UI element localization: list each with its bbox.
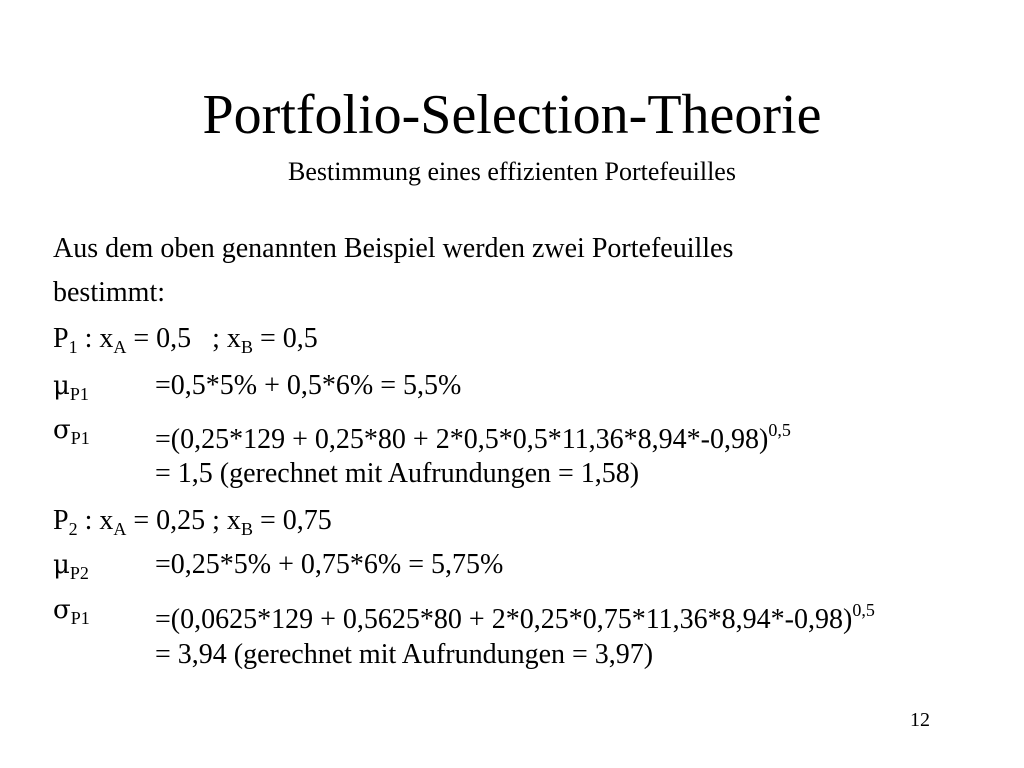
sigma-symbol: σ: [53, 415, 71, 445]
p1-xb-value: = 0,5: [252, 323, 318, 354]
p2-mu-formula: =0,25*5% + 0,75*6% = 5,75%: [155, 549, 504, 580]
p1-sigma-sub: P1: [70, 428, 90, 448]
p1-sigma-result: = 1,5 (gerechnet mit Aufrundungen = 1,58): [155, 458, 640, 489]
p2-xb-value: = 0,75: [252, 505, 332, 536]
p1-sigma-formula-group: [155, 414, 791, 456]
p2-xb-sub: B: [240, 519, 253, 539]
p1-weights-line: [53, 323, 318, 363]
p2-label-sub: 2: [68, 519, 78, 539]
p1-mu-sub: P1: [69, 384, 89, 404]
p1-sigma-formula: =(0,25*129 + 0,25*80 + 2*0,5*0,5*11,36*8,94*-0,98): [155, 424, 769, 455]
intro-line-1: Aus dem oben genannten Beispiel werden zwei Portefeuilles: [53, 233, 734, 264]
page-number: 12: [910, 709, 930, 731]
p1-label-sub: 1: [68, 337, 78, 357]
p1-mu-line: [53, 370, 953, 410]
p1-sigma-line: [53, 414, 953, 454]
p1-mu-formula: =0,5*5% + 0,5*6% = 5,5%: [155, 370, 462, 401]
p2-sigma-formula-group: [155, 594, 875, 636]
p2-sigma-formula: =(0,0625*129 + 0,5625*80 + 2*0,25*0,75*11,36*8,94*-0,98): [155, 604, 853, 635]
p1-label: P: [53, 323, 69, 354]
p1-xa-text: : x: [77, 323, 114, 354]
p2-sigma-exponent: 0,5: [852, 600, 875, 620]
mu-symbol: μ: [53, 371, 70, 401]
p2-sigma-sub: P1: [70, 608, 90, 628]
slide-subtitle: Bestimmung eines effizienten Portefeuilles: [288, 157, 736, 186]
p1-xa-sub: A: [113, 337, 127, 357]
slide-title: Portfolio-Selection-Theorie: [202, 84, 822, 146]
p1-sigma-exponent: 0,5: [768, 420, 791, 440]
p2-label: P: [53, 505, 69, 536]
mu-symbol: μ: [53, 550, 70, 580]
p2-mu-sub: P2: [69, 563, 89, 583]
sigma-symbol: σ: [53, 595, 71, 625]
intro-line-2: bestimmt:: [53, 277, 165, 308]
p2-sigma-result: = 3,94 (gerechnet mit Aufrundungen = 3,97): [155, 639, 654, 670]
p2-xa-sub: A: [113, 519, 127, 539]
p2-sigma-line: [53, 594, 1013, 634]
p1-xa-value: = 0,5 ; x: [126, 323, 241, 354]
p2-xa-text: : x: [77, 505, 114, 536]
p2-xa-value: = 0,25 ; x: [126, 505, 241, 536]
p2-mu-line: [53, 549, 953, 589]
p2-weights-line: [53, 505, 332, 545]
p1-xb-sub: B: [240, 337, 253, 357]
